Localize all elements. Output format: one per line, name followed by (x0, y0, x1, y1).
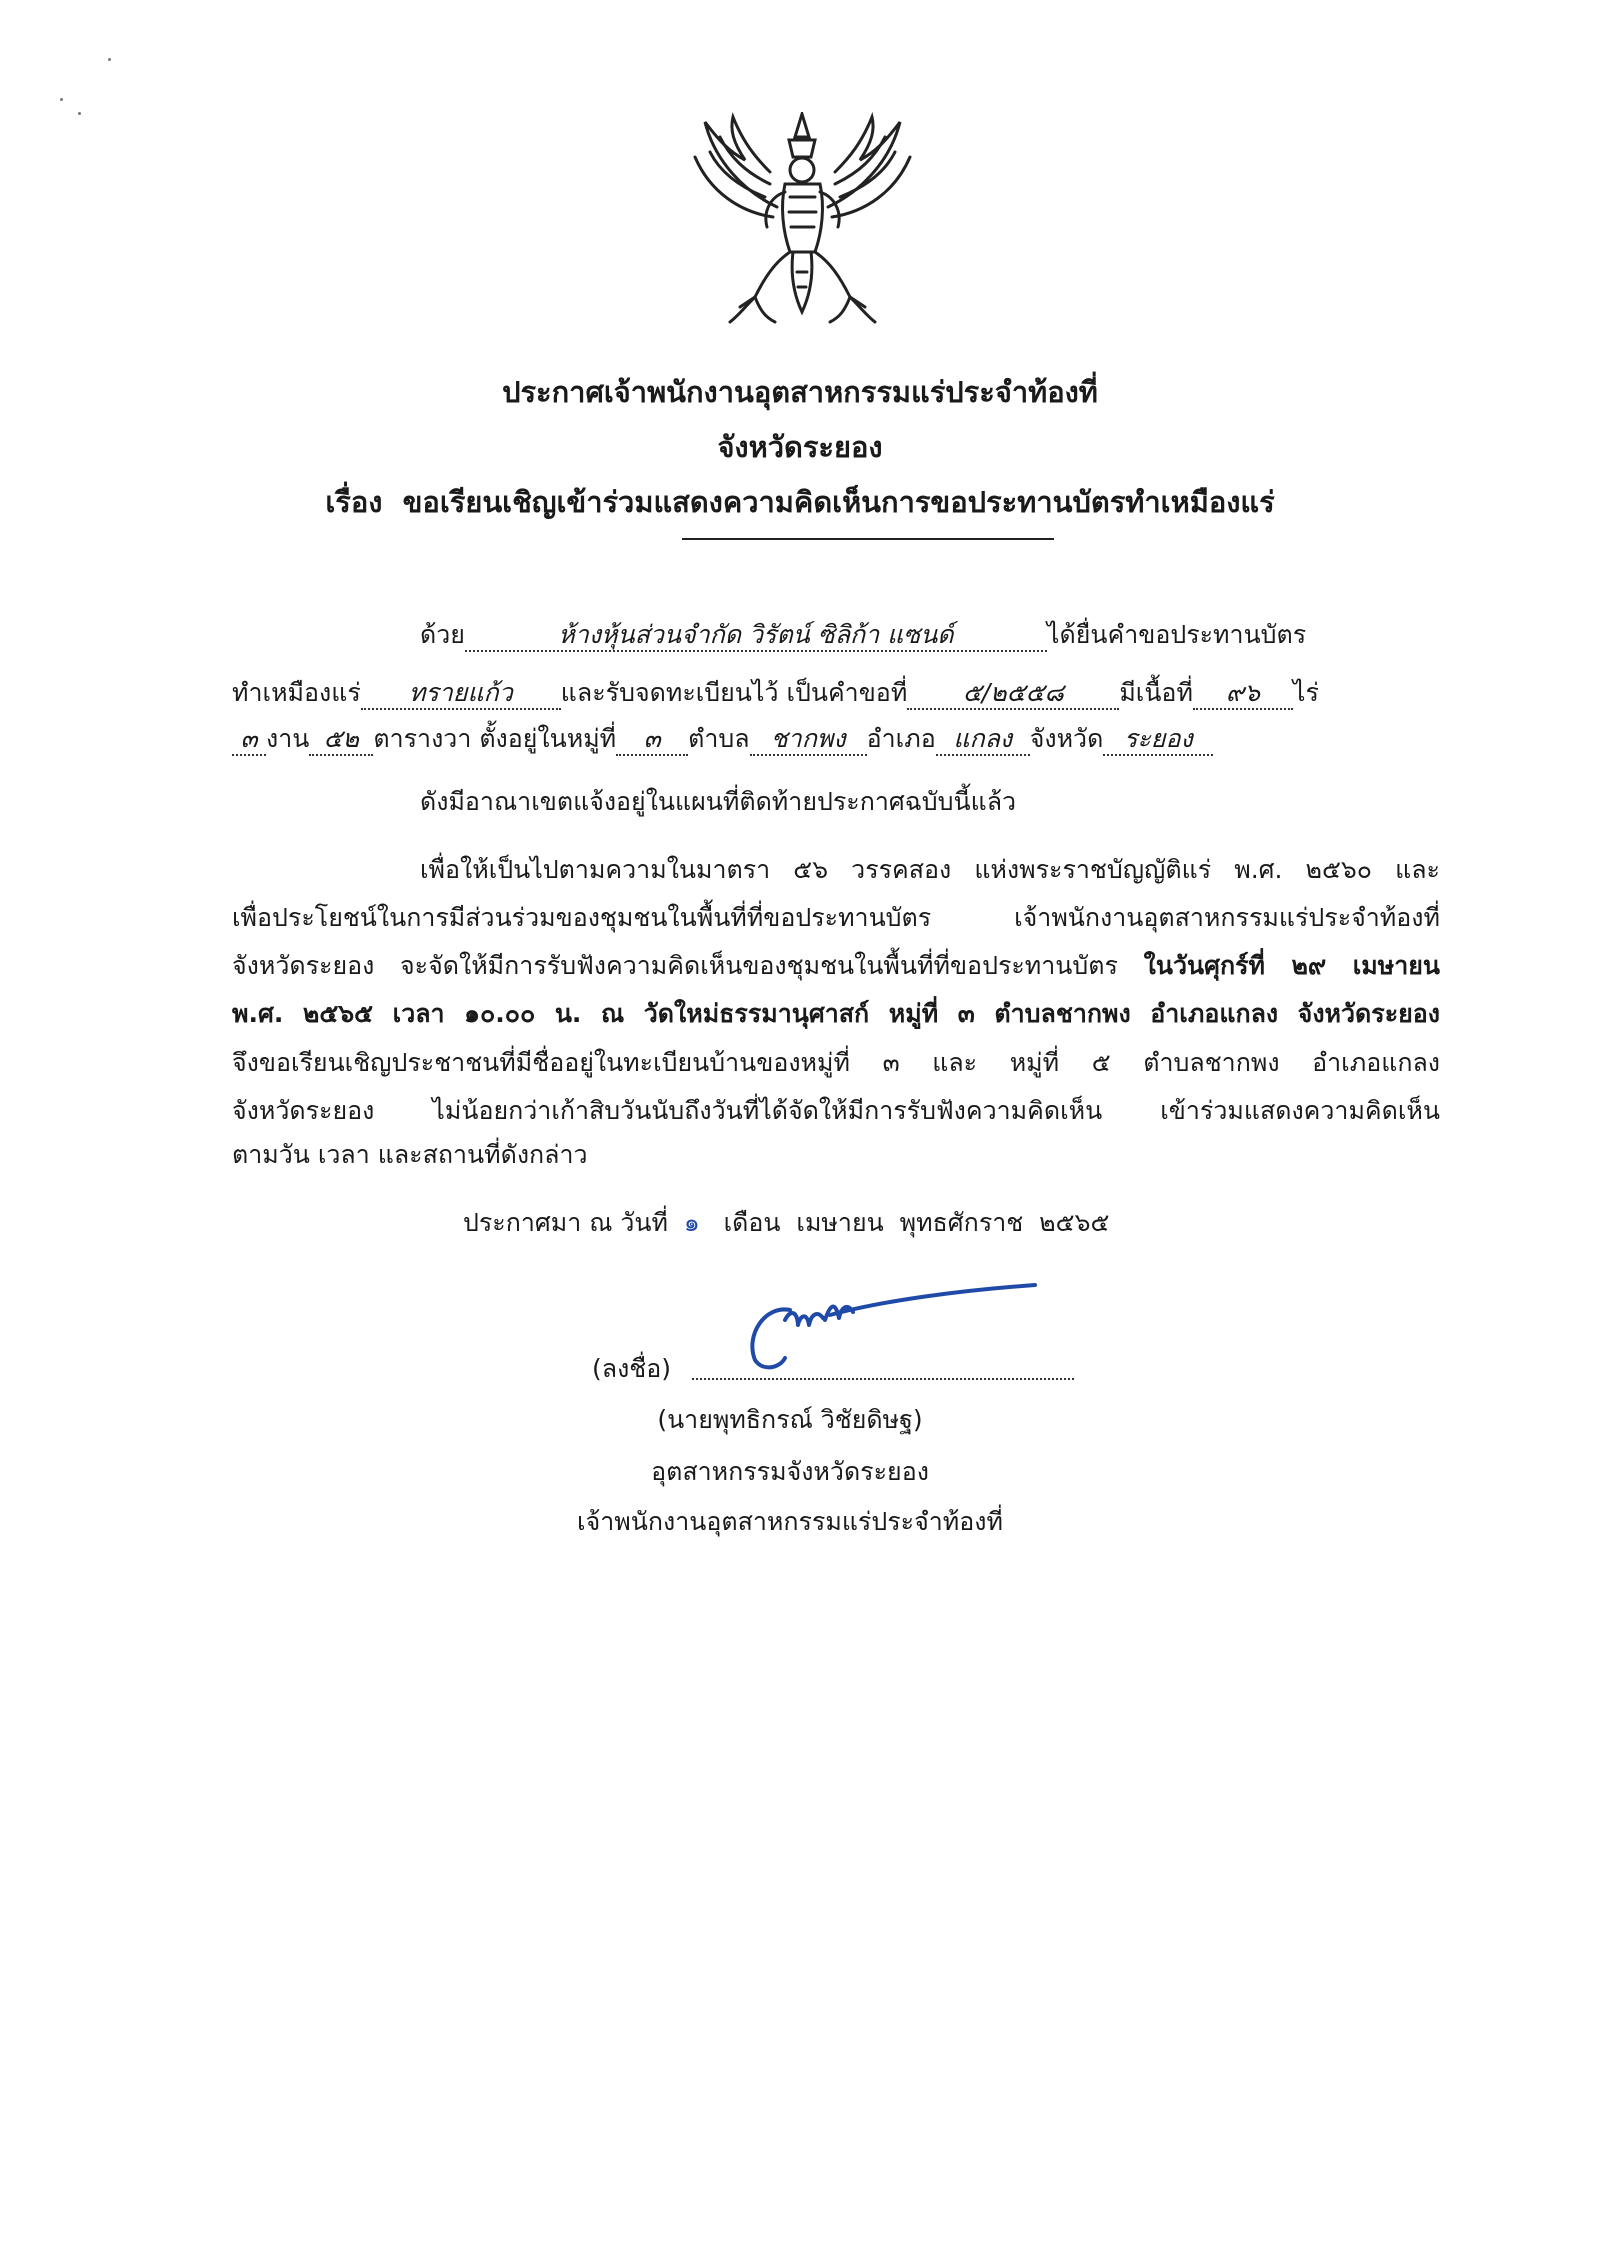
form-text: จังหวัด (1029, 724, 1104, 753)
form-text: ได้ยื่นคำขอประทานบัตร (1046, 620, 1307, 649)
announce-prefix: ประกาศมา ณ วันที่ (463, 1208, 668, 1237)
unit-rai-text: ไร่ (1292, 678, 1319, 707)
form-line-3 (232, 724, 1213, 756)
province-field: ระยอง (1103, 724, 1213, 756)
area-ngan-field: ๓ (232, 724, 266, 756)
body-line: จังหวัดระยอง ไม่น้อยกว่าเก้าสิบวันนับถึงวันที่ได้จัดให้มีการรับฟังความคิดเห็น เข้าร่วมแสดงความคิดเห็น (232, 1096, 1440, 1125)
scan-speck (78, 112, 81, 115)
signatory-role: เจ้าพนักงานอุตสาหกรรมแร่ประจำท้องที่ (577, 1507, 1003, 1536)
title-divider (682, 538, 1054, 540)
announce-year-label: พุทธศักราช (899, 1208, 1024, 1237)
company-name-field: ห้างหุ้นส่วนจำกัด วิรัตน์ ซิลิก้า แซนด์ (465, 620, 1047, 652)
body-line: เพื่อประโยชน์ในการมีส่วนร่วมของชุมชนในพื้นที่ที่ขอประทานบัตร เจ้าพนักงานอุตสาหกรรมแร่ประจำท้องที่ (232, 903, 1440, 932)
signature-line (692, 1378, 1074, 1380)
form-text: ตำบล (688, 724, 750, 753)
district-field: แกลง (936, 724, 1030, 756)
form-text: อำเภอ (866, 724, 936, 753)
unit-ngan-text: งาน (266, 724, 310, 753)
signatory-name: (นายพุทธิกรณ์ วิชัยดิษฐ) (657, 1405, 923, 1434)
form-line-2 (232, 678, 1319, 710)
mineral-field: ทรายแก้ว (361, 678, 561, 710)
garuda-emblem-icon (685, 112, 920, 327)
announcement-date (463, 1208, 1109, 1238)
signature-label: (ลงชื่อ) (592, 1354, 672, 1383)
document-province: จังหวัดระยอง (717, 430, 883, 464)
subject-text: ขอเรียนเชิญเข้าร่วมแสดงความคิดเห็นการขอประทานบัตรทำเหมืองแร่ (402, 485, 1275, 519)
request-number-field: ๕/๒๕๕๘ (907, 678, 1119, 710)
subject-label: เรื่อง (325, 485, 383, 519)
document-subject (0, 479, 1600, 525)
document-title: ประกาศเจ้าพนักงานอุตสาหกรรมแร่ประจำท้องที่ (502, 375, 1098, 409)
body-line (232, 946, 1440, 986)
scan-speck (108, 58, 111, 61)
body-line: จึงขอเรียนเชิญประชาชนที่มีชื่ออยู่ในทะเบียนบ้านของหมู่ที่ ๓ และ หมู่ที่ ๕ ตำบลชากพง อำเภอแกลง (232, 1048, 1440, 1077)
form-text: ตารางวา ตั้งอยู่ในหมู่ที่ (373, 724, 617, 753)
announce-day: ๑ (683, 1208, 700, 1237)
area-rai-field: ๙๖ (1193, 678, 1293, 710)
village-number-field: ๓ (616, 724, 688, 756)
body-line: ตามวัน เวลา และสถานที่ดังกล่าว (232, 1140, 588, 1169)
announce-month: เมษายน (796, 1208, 884, 1237)
scan-speck (60, 98, 63, 101)
meeting-date-text: ในวันศุกร์ที่ ๒๙ เมษายน (1143, 951, 1440, 980)
body-text: จังหวัดระยอง จะจัดให้มีการรับฟังความคิดเห็นของชุมชนในพื้นที่ที่ขอประทานบัตร (232, 951, 1118, 980)
form-prefix-text: ด้วย (420, 620, 465, 649)
announce-month-label: เดือน (723, 1208, 781, 1237)
form-line-1 (420, 620, 1306, 652)
body-line: เพื่อให้เป็นไปตามความในมาตรา ๕๖ วรรคสอง แห่งพระราชบัญญัติแร่ พ.ศ. ๒๕๖๐ และ (420, 855, 1440, 884)
signatory-title: อุตสาหกรรมจังหวัดระยอง (651, 1457, 929, 1486)
handwritten-signature (735, 1280, 1045, 1380)
form-text: มีเนื้อที่ (1119, 678, 1193, 707)
announce-year: ๒๕๖๕ (1039, 1208, 1110, 1237)
form-text: และรับจดทะเบียนไว้ เป็นคำขอที่ (560, 678, 908, 707)
subdistrict-field: ชากพง (750, 724, 867, 756)
area-wa-field: ๕๒ (309, 724, 373, 756)
form-prefix-text: ทำเหมืองแร่ (232, 678, 361, 707)
form-line-4: ดังมีอาณาเขตแจ้งอยู่ในแผนที่ติดท้ายประกาศฉบับนี้แล้ว (420, 787, 1017, 816)
meeting-details-line: พ.ศ. ๒๕๖๕ เวลา ๑๐.๐๐ น. ณ วัดใหม่ธรรมานุศาสก์ หมู่ที่ ๓ ตำบลชากพง อำเภอแกลง จังหวัดระยอง (232, 999, 1440, 1028)
